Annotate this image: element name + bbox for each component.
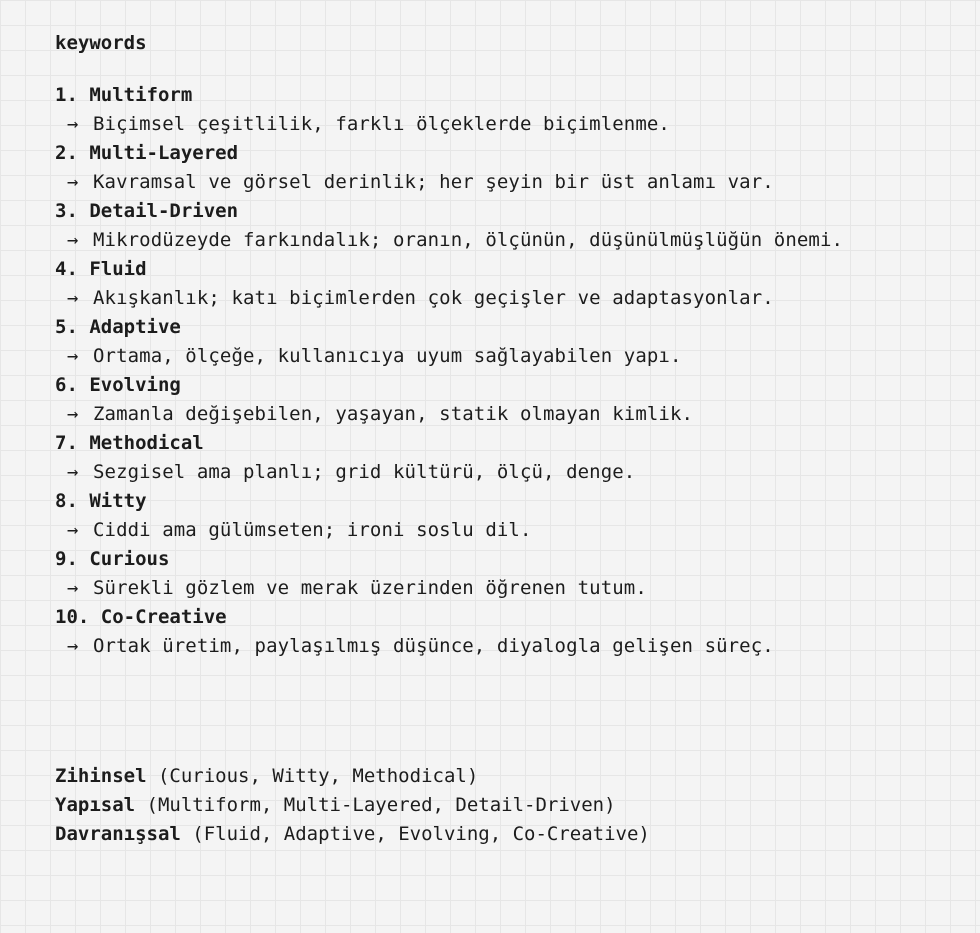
keyword-description [55,110,975,139]
description-text: Zamanla değişebilen, yaşayan, statik olmayan kimlik. [93,403,694,425]
category-items: (Curious, Witty, Methodical) [157,765,479,787]
category-label: Davranışsal [55,823,181,845]
arrow-icon: → [67,113,79,135]
keyword-title: 2. Multi-Layered [55,142,239,164]
arrow-icon: → [67,287,79,309]
list-item [55,545,975,603]
list-item [55,81,975,139]
document [55,30,975,849]
arrow-icon: → [67,461,79,483]
arrow-icon: → [67,635,79,657]
summary-line-yapisal [55,791,975,820]
keyword-title: 9. Curious [55,548,170,570]
description-text: Kavramsal ve görsel derinlik; her şeyin bir üst anlamı var. [93,171,774,193]
keyword-description [55,632,975,661]
keyword-description [55,342,975,371]
arrow-icon: → [67,229,79,251]
list-item [55,197,975,255]
description-text: Ortak üretim, paylaşılmış düşünce, diyalogla gelişen süreç. [93,635,774,657]
list-item [55,313,975,371]
description-text: Sürekli gözlem ve merak üzerinden öğrenen tutum. [93,577,647,599]
category-label: Yapısal [55,794,136,816]
keyword-description [55,284,975,313]
category-items: (Fluid, Adaptive, Evolving, Co-Creative) [192,823,650,845]
keyword-description [55,168,975,197]
keyword-description [55,574,975,603]
keyword-title: 10. Co-Creative [55,606,227,628]
keyword-title: 3. Detail-Driven [55,200,239,222]
description-text: Mikrodüzeyde farkındalık; oranın, ölçünün, düşünülmüşlüğün önemi. [93,229,844,251]
arrow-icon: → [67,519,79,541]
keyword-title: 7. Methodical [55,432,204,454]
description-text: Biçimsel çeşitlilik, farklı ölçeklerde biçimlenme. [93,113,670,135]
page-title: keywords [55,32,147,54]
keyword-description [55,458,975,487]
keyword-description [55,226,975,255]
description-text: Akışkanlık; katı biçimlerden çok geçişler ve adaptasyonlar. [93,287,774,309]
keyword-title: 4. Fluid [55,258,147,280]
description-text: Ortama, ölçeğe, kullanıcıya uyum sağlayabilen yapı. [93,345,682,367]
description-text: Sezgisel ama planlı; grid kültürü, ölçü, denge. [93,461,636,483]
summary-line-davranissal [55,820,975,849]
arrow-icon: → [67,171,79,193]
arrow-icon: → [67,403,79,425]
list-item [55,429,975,487]
category-label: Zihinsel [55,765,147,787]
list-item [55,255,975,313]
description-text: Ciddi ama gülümseten; ironi soslu dil. [93,519,532,541]
arrow-icon: → [67,577,79,599]
list-item [55,139,975,197]
category-items: (Multiform, Multi-Layered, Detail-Driven) [146,794,616,816]
summary-line-zihinsel [55,762,975,791]
list-item [55,603,975,661]
keyword-list [55,81,975,661]
keyword-description [55,516,975,545]
keyword-title: 5. Adaptive [55,316,181,338]
keyword-title: 8. Witty [55,490,147,512]
keyword-title: 1. Multiform [55,84,193,106]
arrow-icon: → [67,345,79,367]
keyword-description [55,400,975,429]
list-item [55,371,975,429]
category-summary [55,762,975,849]
keyword-title: 6. Evolving [55,374,181,396]
list-item [55,487,975,545]
